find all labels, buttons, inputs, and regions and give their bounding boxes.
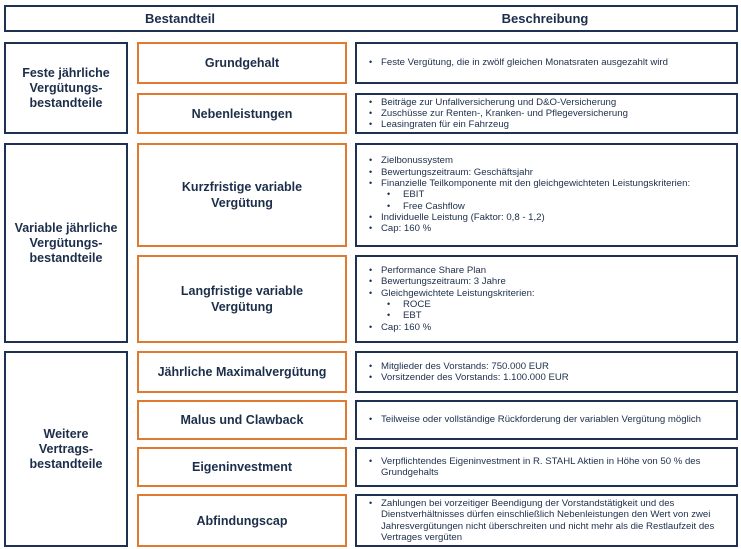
bullet-text: Beiträge zur Unfallversicherung und D&O-Versicherung: [381, 96, 617, 108]
bullet-icon: •: [387, 189, 391, 200]
bullet-text: Cap: 160 %: [381, 223, 432, 235]
bullet-item: [369, 178, 728, 189]
bullet-item: [369, 288, 728, 299]
bullet-text: Feste Vergütung, die in zwölf gleichen Monatsraten ausgezahlt wird: [381, 57, 668, 69]
bullet-item: [369, 108, 728, 119]
bullet-text: Vorsitzender des Vorstands: 1.100.000 EUR: [381, 372, 569, 383]
bullet-icon: •: [387, 299, 391, 309]
sub-bullet-item: [369, 310, 728, 321]
description-kurzfristige-verguetung: [355, 143, 738, 247]
description-abfindungscap: [355, 494, 738, 547]
bullet-icon: •: [387, 310, 391, 321]
sub-bullet-item: [369, 299, 728, 310]
component-langfristige-verguetung: Langfristige variable Vergütung: [137, 255, 347, 343]
bullet-item: [369, 57, 728, 68]
bullet-item: [369, 361, 728, 372]
bullet-icon: •: [369, 155, 373, 166]
component-abfindungscap: Abfindungscap: [137, 494, 347, 547]
bullet-icon: •: [369, 178, 373, 189]
bullet-text: Gleichgewichtete Leistungskriterien:: [381, 287, 535, 299]
component-malus-clawback: Malus und Clawback: [137, 400, 347, 440]
category-other: Weitere Vertrags- bestandteile: [4, 351, 128, 547]
bullet-item: [369, 119, 728, 130]
bullet-icon: •: [369, 414, 373, 425]
component-eigeninvestment: Eigeninvestment: [137, 447, 347, 487]
bullet-icon: •: [369, 119, 373, 130]
bullet-icon: •: [369, 321, 373, 332]
bullet-text: Finanzielle Teilkomponente mit den gleichgewichteten Leistungskriterien:: [381, 178, 691, 190]
bullet-icon: •: [387, 200, 391, 211]
sub-bullet-item: [369, 201, 728, 212]
component-nebenleistungen: Nebenleistungen: [137, 93, 347, 134]
bullet-icon: •: [369, 211, 373, 222]
bullet-icon: •: [369, 497, 373, 508]
component-kurzfristige-verguetung: Kurzfristige variable Vergütung: [137, 143, 347, 247]
bullet-text: ROCE: [403, 299, 431, 310]
bullet-icon: •: [369, 223, 373, 234]
bullet-text: EBIT: [403, 189, 425, 201]
bullet-icon: •: [369, 57, 373, 68]
bullet-icon: •: [369, 166, 373, 177]
bullet-text: Bewertungszeitraum: 3 Jahre: [381, 276, 506, 288]
description-eigeninvestment: [355, 447, 738, 487]
bullet-item: [369, 155, 728, 166]
description-langfristige-verguetung: [355, 255, 738, 343]
bullet-item: [369, 414, 728, 425]
bullet-icon: •: [369, 455, 373, 466]
bullet-icon: •: [369, 276, 373, 287]
bullet-icon: •: [369, 107, 373, 118]
bullet-icon: •: [369, 96, 373, 107]
bullet-item: [369, 498, 728, 543]
header-bar: [4, 5, 738, 32]
bullet-text: Free Cashflow: [403, 200, 465, 212]
bullet-text: Zahlungen bei vorzeitiger Beendigung der Vorstandstätigkeit und des Dienstverhältnisses dürfen einschließlich Nebenleistungen den Wert von zwei Jahresvergütungen nicht überschreiten und nicht mehr als die Restlaufzeit des Vertrages vergüten: [381, 497, 715, 543]
description-nebenleistungen: [355, 93, 738, 134]
bullet-text: Verpflichtendes Eigeninvestment in R. STAHL Aktien in Höhe von 50 % des Grundgehalts: [381, 455, 701, 478]
description-malus-clawback: [355, 400, 738, 440]
bullet-item: [369, 276, 728, 287]
component-grundgehalt: Grundgehalt: [137, 42, 347, 84]
bullet-icon: •: [369, 287, 373, 298]
bullet-item: [369, 97, 728, 108]
bullet-item: [369, 223, 728, 234]
bullet-text: Mitglieder des Vorstands: 750.000 EUR: [381, 360, 549, 372]
bullet-item: [369, 212, 728, 223]
bullet-text: Performance Share Plan: [381, 265, 487, 277]
bullet-item: [369, 265, 728, 276]
bullet-text: Zuschüsse zur Renten-, Kranken- und Pflegeversicherung: [381, 107, 628, 119]
bullet-icon: •: [369, 360, 373, 371]
bullet-text: Leasingraten für ein Fahrzeug: [381, 119, 509, 131]
bullet-text: Cap: 160 %: [381, 321, 432, 333]
bullet-item: [369, 372, 728, 383]
bullet-text: Zielbonussystem: [381, 155, 453, 167]
bullet-text: Bewertungszeitraum: Geschäftsjahr: [381, 166, 533, 178]
sub-bullet-item: [369, 189, 728, 200]
bullet-icon: •: [369, 372, 373, 382]
bullet-item: [369, 456, 728, 479]
bullet-item: [369, 322, 728, 333]
header-component: Bestandteil: [144, 11, 216, 26]
description-grundgehalt: [355, 42, 738, 84]
category-variable: Variable jährliche Vergütungs- bestandteile: [4, 143, 128, 343]
bullet-text: EBT: [403, 310, 422, 322]
bullet-item: [369, 167, 728, 178]
description-maximalverguetung: [355, 351, 738, 393]
component-maximalverguetung: Jährliche Maximalvergütung: [137, 351, 347, 393]
header-description: Beschreibung: [501, 11, 589, 26]
bullet-text: Teilweise oder vollständige Rückforderung der variablen Vergütung möglich: [381, 414, 701, 426]
bullet-icon: •: [369, 265, 373, 276]
bullet-text: Individuelle Leistung (Faktor: 0,8 - 1,2): [381, 211, 545, 223]
category-fixed: Feste jährliche Vergütungs- bestandteile: [4, 42, 128, 134]
